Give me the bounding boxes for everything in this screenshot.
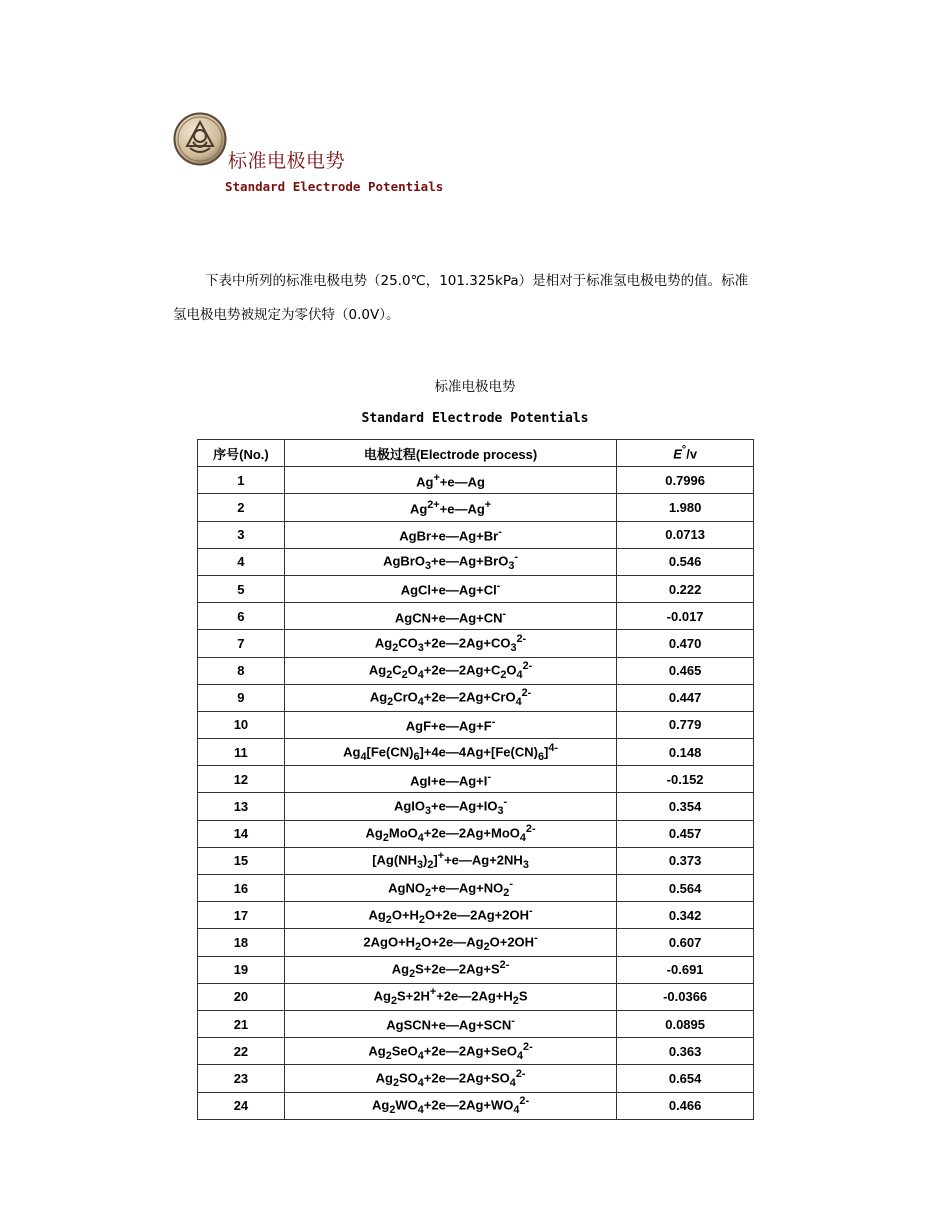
table-row — [198, 847, 754, 874]
header-potential: E°/v — [617, 440, 754, 467]
cell-potential: 0.354 — [617, 793, 754, 820]
cell-potential: 0.779 — [617, 711, 754, 738]
table-row — [198, 548, 754, 575]
cell-no: 2 — [198, 494, 285, 521]
cell-process: $Ag_2WO_4+2e—2Ag+WO_4^{2-}$ — [284, 1092, 616, 1119]
table-row — [198, 956, 754, 983]
table-row — [198, 875, 754, 902]
cell-process: Ag++e—Ag — [284, 467, 616, 494]
table-row — [198, 711, 754, 738]
cell-process: $Ag_2CrO_4+2e—2Ag+CrO_4^{2-}$ — [284, 684, 616, 711]
cell-process: $Ag_4[Fe(CN)_6]+4e—4Ag+[Fe(CN)_6]^{4-}$ — [284, 739, 616, 766]
cell-potential: -0.691 — [617, 956, 754, 983]
cell-process: AgBr+e—Ag+Br- — [284, 521, 616, 548]
table-header-row — [198, 440, 754, 467]
cell-potential: 0.0713 — [617, 521, 754, 548]
table-row — [198, 1065, 754, 1092]
cell-process: AgBrO$_3$+e—Ag+BrO$_3$- — [284, 548, 616, 575]
cell-process: AgF+e—Ag+F- — [284, 711, 616, 738]
cell-no: 9 — [198, 684, 285, 711]
cell-no: 3 — [198, 521, 285, 548]
cell-no: 16 — [198, 875, 285, 902]
cell-no: 23 — [198, 1065, 285, 1092]
cell-process: AgI+e—Ag+I- — [284, 766, 616, 793]
cell-no: 10 — [198, 711, 285, 738]
cell-process: AgSCN+e—Ag+SCN- — [284, 1010, 616, 1037]
cell-potential: -0.0366 — [617, 983, 754, 1010]
cell-no: 19 — [198, 956, 285, 983]
table-body — [198, 467, 754, 1120]
cell-process: $Ag_2MoO_4+2e—2Ag+MoO_4^{2-}$ — [284, 820, 616, 847]
cell-process: $Ag_2O+H_2O+2e—2Ag+2OH^-$ — [284, 902, 616, 929]
cell-no: 1 — [198, 467, 285, 494]
cell-process: $Ag_2CO_3+2e—2Ag+CO_3^{2-}$ — [284, 630, 616, 657]
cell-no: 14 — [198, 820, 285, 847]
table-row — [198, 684, 754, 711]
page-title: 标准电极电势 — [228, 150, 346, 172]
table-caption-en: Standard Electrode Potentials — [361, 411, 589, 426]
cell-potential: 0.7996 — [617, 467, 754, 494]
cell-no: 21 — [198, 1010, 285, 1037]
intro-line-2: 氢电极电势被规定为零伏特（0.0V）。 — [173, 307, 400, 323]
table-row — [198, 521, 754, 548]
cell-process: $[Ag(NH_3)_2]^++e—Ag+2NH_3$ — [284, 847, 616, 874]
cell-potential: 1.980 — [617, 494, 754, 521]
cell-potential: -0.017 — [617, 603, 754, 630]
intro-paragraph — [173, 264, 783, 332]
table-row — [198, 1092, 754, 1119]
cell-no: 13 — [198, 793, 285, 820]
cell-potential: 0.148 — [617, 739, 754, 766]
logo-emblem-icon — [173, 112, 227, 166]
cell-no: 15 — [198, 847, 285, 874]
table-row — [198, 467, 754, 494]
table-row — [198, 929, 754, 956]
cell-no: 7 — [198, 630, 285, 657]
cell-potential: 0.373 — [617, 847, 754, 874]
cell-process: $Ag_2S+2H^++2e—2Ag+H_2S$ — [284, 983, 616, 1010]
page-subtitle: Standard Electrode Potentials — [225, 179, 444, 194]
table-row — [198, 739, 754, 766]
cell-no: 17 — [198, 902, 285, 929]
cell-potential: -0.152 — [617, 766, 754, 793]
cell-potential: 0.457 — [617, 820, 754, 847]
table-row — [198, 575, 754, 602]
cell-potential: 0.564 — [617, 875, 754, 902]
cell-process: $Ag_2SeO_4+2e—2Ag+SeO_4^{2-}$ — [284, 1038, 616, 1065]
cell-no: 4 — [198, 548, 285, 575]
cell-potential: 0.465 — [617, 657, 754, 684]
table-row — [198, 494, 754, 521]
cell-potential: 0.654 — [617, 1065, 754, 1092]
header-process: 电极过程(Electrode process) — [284, 440, 616, 467]
cell-no: 11 — [198, 739, 285, 766]
cell-process: AgCN+e—Ag+CN- — [284, 603, 616, 630]
cell-process: $Ag_2S+2e—2Ag+S^{2-}$ — [284, 956, 616, 983]
table-row — [198, 766, 754, 793]
cell-potential: 0.222 — [617, 575, 754, 602]
cell-no: 20 — [198, 983, 285, 1010]
electrode-potential-table — [197, 439, 754, 1120]
cell-process: $Ag_2SO_4+2e—2Ag+SO_4^{2-}$ — [284, 1065, 616, 1092]
table-row — [198, 820, 754, 847]
cell-potential: 0.447 — [617, 684, 754, 711]
table-row — [198, 793, 754, 820]
cell-no: 18 — [198, 929, 285, 956]
cell-potential: 0.466 — [617, 1092, 754, 1119]
cell-no: 22 — [198, 1038, 285, 1065]
cell-process: $AgIO_3+e—Ag+IO_3^-$ — [284, 793, 616, 820]
cell-no: 6 — [198, 603, 285, 630]
cell-potential: 0.342 — [617, 902, 754, 929]
cell-potential: 0.470 — [617, 630, 754, 657]
table-row — [198, 603, 754, 630]
cell-process: $AgNO_2+e—Ag+NO_2^-$ — [284, 875, 616, 902]
cell-no: 12 — [198, 766, 285, 793]
cell-potential: 0.0895 — [617, 1010, 754, 1037]
cell-process: $Ag_2C_2O_4+2e—2Ag+C_2O_4^{2-}$ — [284, 657, 616, 684]
table-row — [198, 630, 754, 657]
cell-process: AgCl+e—Ag+Cl- — [284, 575, 616, 602]
table-row — [198, 983, 754, 1010]
header-no: 序号(No.) — [198, 440, 285, 467]
cell-no: 8 — [198, 657, 285, 684]
table-row — [198, 657, 754, 684]
intro-line-1: 下表中所列的标准电极电势（25.0℃，101.325kPa）是相对于标准氢电极电势的值。标准 — [205, 273, 749, 289]
table-row — [198, 1010, 754, 1037]
cell-potential: 0.363 — [617, 1038, 754, 1065]
table-row — [198, 902, 754, 929]
cell-process: $2AgO+H_2O+2e—Ag_2O+2OH^-$ — [284, 929, 616, 956]
cell-potential: 0.546 — [617, 548, 754, 575]
table-row — [198, 1038, 754, 1065]
cell-no: 24 — [198, 1092, 285, 1119]
table-caption-cn: 标准电极电势 — [434, 379, 516, 395]
cell-process: $Ag^{2+}+e—Ag^+$ — [284, 494, 616, 521]
cell-potential: 0.607 — [617, 929, 754, 956]
cell-no: 5 — [198, 575, 285, 602]
